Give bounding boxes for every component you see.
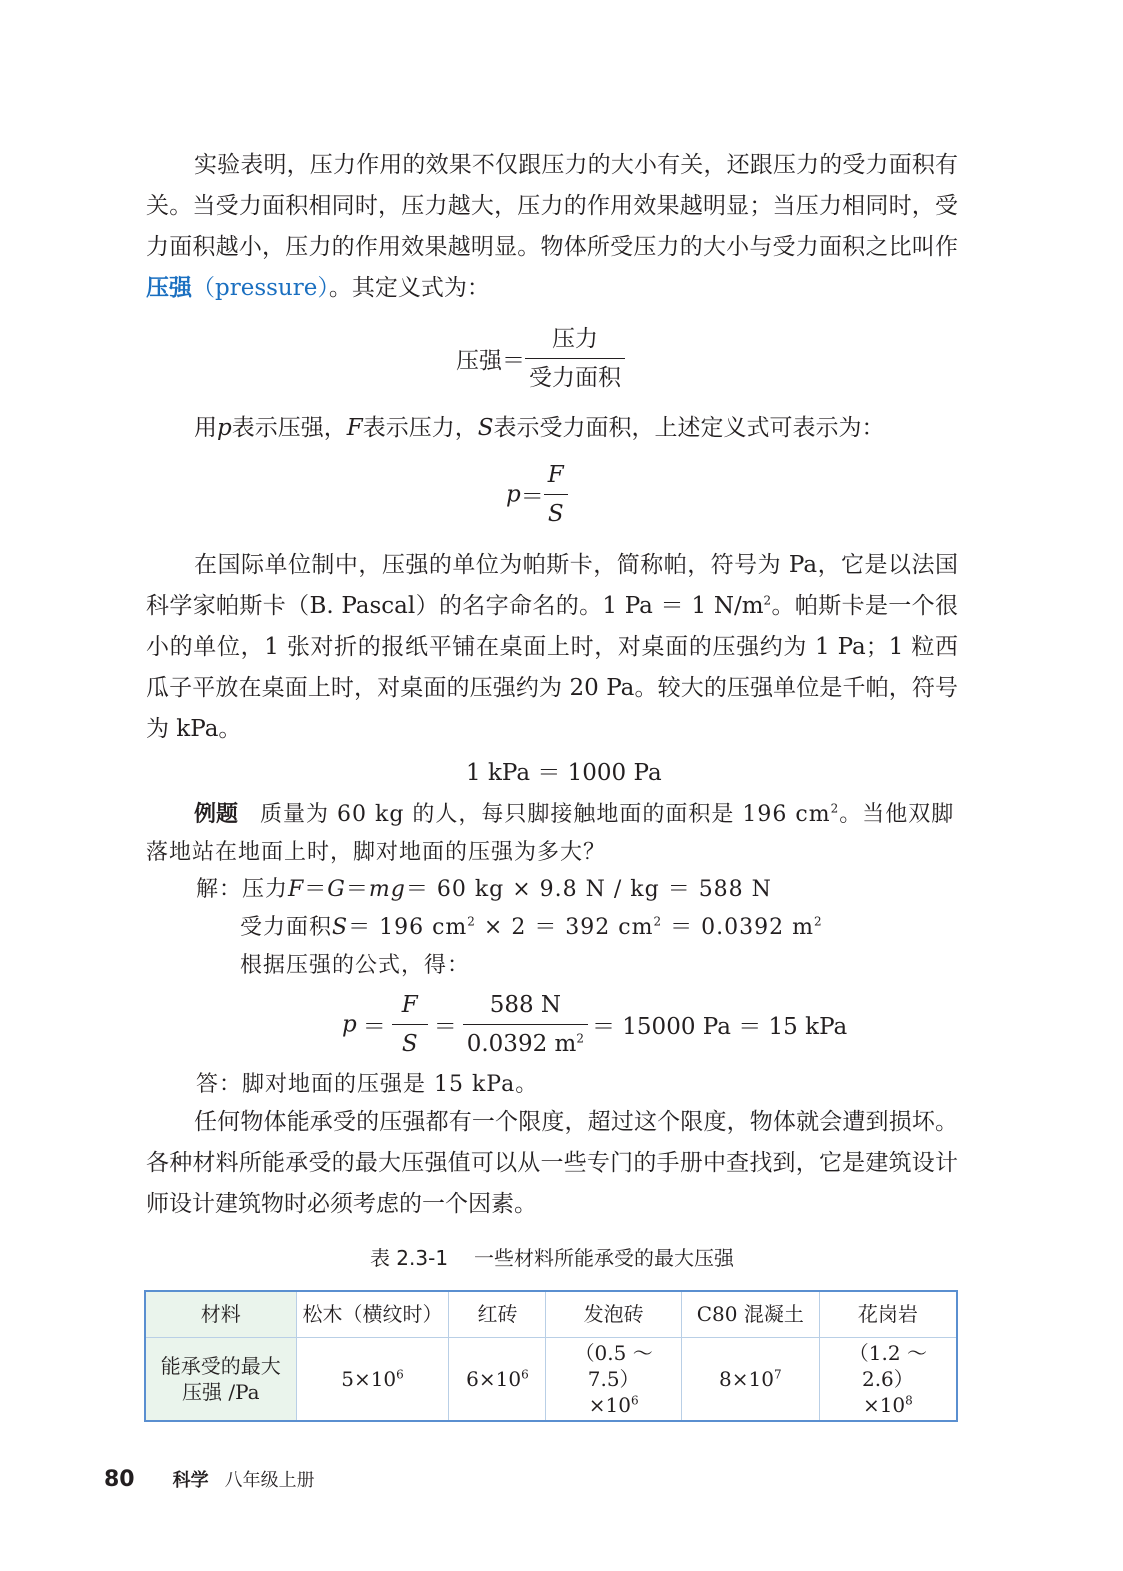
value-range: （0.5 ～ 7.5） bbox=[574, 1340, 653, 1391]
table-cell: 松木（横纹时） bbox=[296, 1291, 449, 1337]
paragraph-symbols bbox=[146, 408, 958, 449]
paragraph-text: 实验表明，压力作用的效果不仅跟压力的大小有关，还跟压力的受力面积有关。当受力面积相同时，压力越大，压力的作用效果越明显；当压力相同时，受力面积越小，压力的作用效果越明显。物体所受压力的大小与受力面积之比叫作 bbox=[146, 152, 958, 260]
formula-lhs: 压强 bbox=[456, 348, 502, 374]
superscript: 2 bbox=[653, 914, 663, 929]
fraction-numerator: 588 N bbox=[463, 986, 588, 1025]
fraction-denominator bbox=[463, 1025, 588, 1063]
fraction-numerator: F bbox=[392, 986, 428, 1025]
fraction-numerator: 压力 bbox=[525, 320, 625, 359]
book-grade: 八年级上册 bbox=[224, 1470, 315, 1491]
equals-sign: ＝ bbox=[433, 1014, 457, 1040]
table-cell: 发泡砖 bbox=[546, 1291, 681, 1337]
solution-text: 受力面积 bbox=[240, 915, 333, 940]
value-base: ×10 bbox=[588, 1392, 631, 1417]
table-cell bbox=[681, 1337, 819, 1421]
value-base: ×10 bbox=[862, 1392, 906, 1417]
table-number: 表 2.3-1 bbox=[369, 1246, 449, 1270]
formula-kpa: 1 kPa ＝ 1000 Pa bbox=[466, 760, 662, 786]
value-exponent: 7 bbox=[773, 1366, 782, 1381]
solution-text: × 2 ＝ 392 cm bbox=[475, 915, 654, 940]
value-exponent: 8 bbox=[905, 1392, 913, 1407]
paragraph-text: 用 bbox=[194, 415, 217, 441]
table-cell: 红砖 bbox=[449, 1291, 546, 1337]
row-label-line: 能承受的最大 bbox=[160, 1353, 281, 1378]
superscript: 2 bbox=[813, 914, 823, 929]
paragraph-text: 。其定义式为： bbox=[328, 275, 490, 301]
fraction bbox=[544, 456, 568, 533]
superscript: 2 bbox=[763, 593, 772, 608]
value-exponent: 6 bbox=[521, 1366, 529, 1381]
formula-pressure-symbols bbox=[506, 456, 568, 533]
fraction bbox=[463, 986, 588, 1063]
paragraph-text: 表示受力面积，上述定义式可表示为： bbox=[493, 415, 885, 441]
value-base: 6×10 bbox=[466, 1366, 522, 1391]
table-row bbox=[145, 1337, 957, 1421]
page-number: 80 bbox=[104, 1467, 135, 1492]
equals-sign: ＝ bbox=[304, 877, 328, 902]
table-cell: 花岗岩 bbox=[819, 1291, 957, 1337]
solution-text: ＝ 60 kg × 9.8 N / kg ＝ 588 N bbox=[405, 877, 772, 902]
paragraph-text: 在国际单位制中，压强的单位为帕斯卡，简称帕，符号为 Pa，它是以法国科学家帕斯卡（B. Pascal）的名字命名的。1 Pa ＝ 1 N/m bbox=[146, 552, 958, 619]
fraction-denominator: 受力面积 bbox=[529, 365, 621, 391]
table-header-cell bbox=[145, 1337, 296, 1421]
example-text: 质量为 60 kg 的人，每只脚接触地面的面积是 196 cm bbox=[260, 802, 831, 827]
paragraph-text: 。帕斯卡是一个很小的单位，1 张对折的报纸平铺在桌面上时，对桌面的压强约为 1 Pa；1 粒西瓜子平放在桌面上时，对桌面的压强约为 20 Pa。较大的压强单位是千帕，符号为 kPa。 bbox=[146, 593, 959, 742]
symbol-S: S bbox=[332, 915, 349, 940]
value-exponent: 6 bbox=[630, 1392, 639, 1407]
solution-answer: 答：脚对地面的压强是 15 kPa。 bbox=[196, 1072, 539, 1097]
paragraph-text: 表示压强， bbox=[231, 415, 347, 441]
materials-pressure-table bbox=[144, 1290, 958, 1422]
table-cell bbox=[449, 1337, 546, 1421]
fraction-denominator: S bbox=[401, 1031, 418, 1057]
formula-solution bbox=[342, 986, 847, 1063]
equals-sign: ＝ bbox=[520, 484, 544, 510]
value-base: 5×10 bbox=[341, 1366, 397, 1391]
symbol-F: F bbox=[288, 877, 305, 902]
paragraph-text: 表示压力， bbox=[362, 415, 478, 441]
example-label: 例题 bbox=[194, 802, 239, 827]
table-caption bbox=[146, 1243, 958, 1273]
solution-line-force bbox=[196, 871, 772, 909]
row-label-line: 压强 /Pa bbox=[182, 1379, 260, 1404]
fraction-denominator-text: 0.0392 m bbox=[466, 1031, 577, 1057]
table-cell: C80 混凝土 bbox=[681, 1291, 819, 1337]
fraction-denominator: S bbox=[547, 501, 564, 527]
paragraph-pressure-limit: 任何物体能承受的压强都有一个限度，超过这个限度，物体就会遭到损坏。各种材料所能承受的最大压强值可以从一些专门的手册中查找到，它是建筑设计师设计建筑物时必须考虑的一个因素。 bbox=[146, 1109, 958, 1217]
symbol-S: S bbox=[477, 415, 494, 441]
superscript: 2 bbox=[576, 1031, 584, 1046]
solution-line-formula-intro: 根据压强的公式，得： bbox=[240, 953, 471, 978]
symbol-p: p bbox=[217, 415, 232, 441]
symbol-F: F bbox=[346, 415, 363, 441]
fraction bbox=[525, 320, 625, 397]
table-cell bbox=[546, 1337, 681, 1421]
formula-lhs: p bbox=[506, 481, 521, 508]
formula-pressure-words bbox=[456, 320, 625, 397]
equals-sign: ＝ bbox=[345, 877, 369, 902]
solution-line-area bbox=[240, 909, 823, 947]
table-cell bbox=[819, 1337, 957, 1421]
symbol-G: G bbox=[327, 877, 346, 902]
value-range: （1.2 ～ 2.6） bbox=[848, 1340, 927, 1391]
solution-text: ＝ 0.0392 m bbox=[662, 915, 814, 940]
table-title: 一些材料所能承受的最大压强 bbox=[474, 1246, 735, 1270]
key-term-english: （pressure） bbox=[192, 275, 329, 301]
example-question bbox=[146, 796, 958, 872]
value-exponent: 6 bbox=[396, 1366, 404, 1381]
formula-result: ＝ 15000 Pa ＝ 15 kPa bbox=[591, 1014, 848, 1040]
solution-text: ＝ 196 cm bbox=[348, 915, 468, 940]
superscript: 2 bbox=[467, 914, 476, 929]
book-subject: 科学 bbox=[172, 1470, 209, 1491]
formula-lhs: p bbox=[342, 1011, 357, 1038]
table-cell bbox=[296, 1337, 449, 1421]
example-text: 。当他双脚落地站在地面上时，脚对地面的压强为多大？ bbox=[146, 802, 955, 865]
equals-sign: ＝ bbox=[362, 1014, 386, 1040]
table-row bbox=[145, 1291, 957, 1337]
paragraph-pascal-unit bbox=[146, 545, 958, 750]
equals-sign: ＝ bbox=[502, 348, 525, 374]
key-term: 压强 bbox=[146, 275, 192, 301]
solution-text: 解：压力 bbox=[196, 877, 289, 902]
superscript: 2 bbox=[830, 801, 840, 816]
value-base: 8×10 bbox=[719, 1366, 774, 1391]
paragraph-pressure-definition bbox=[146, 145, 958, 309]
fraction-numerator: F bbox=[544, 456, 568, 495]
fraction bbox=[392, 986, 428, 1063]
table-header-cell: 材料 bbox=[145, 1291, 296, 1337]
page-footer bbox=[104, 1466, 315, 1492]
symbol-mg: mg bbox=[368, 877, 406, 902]
